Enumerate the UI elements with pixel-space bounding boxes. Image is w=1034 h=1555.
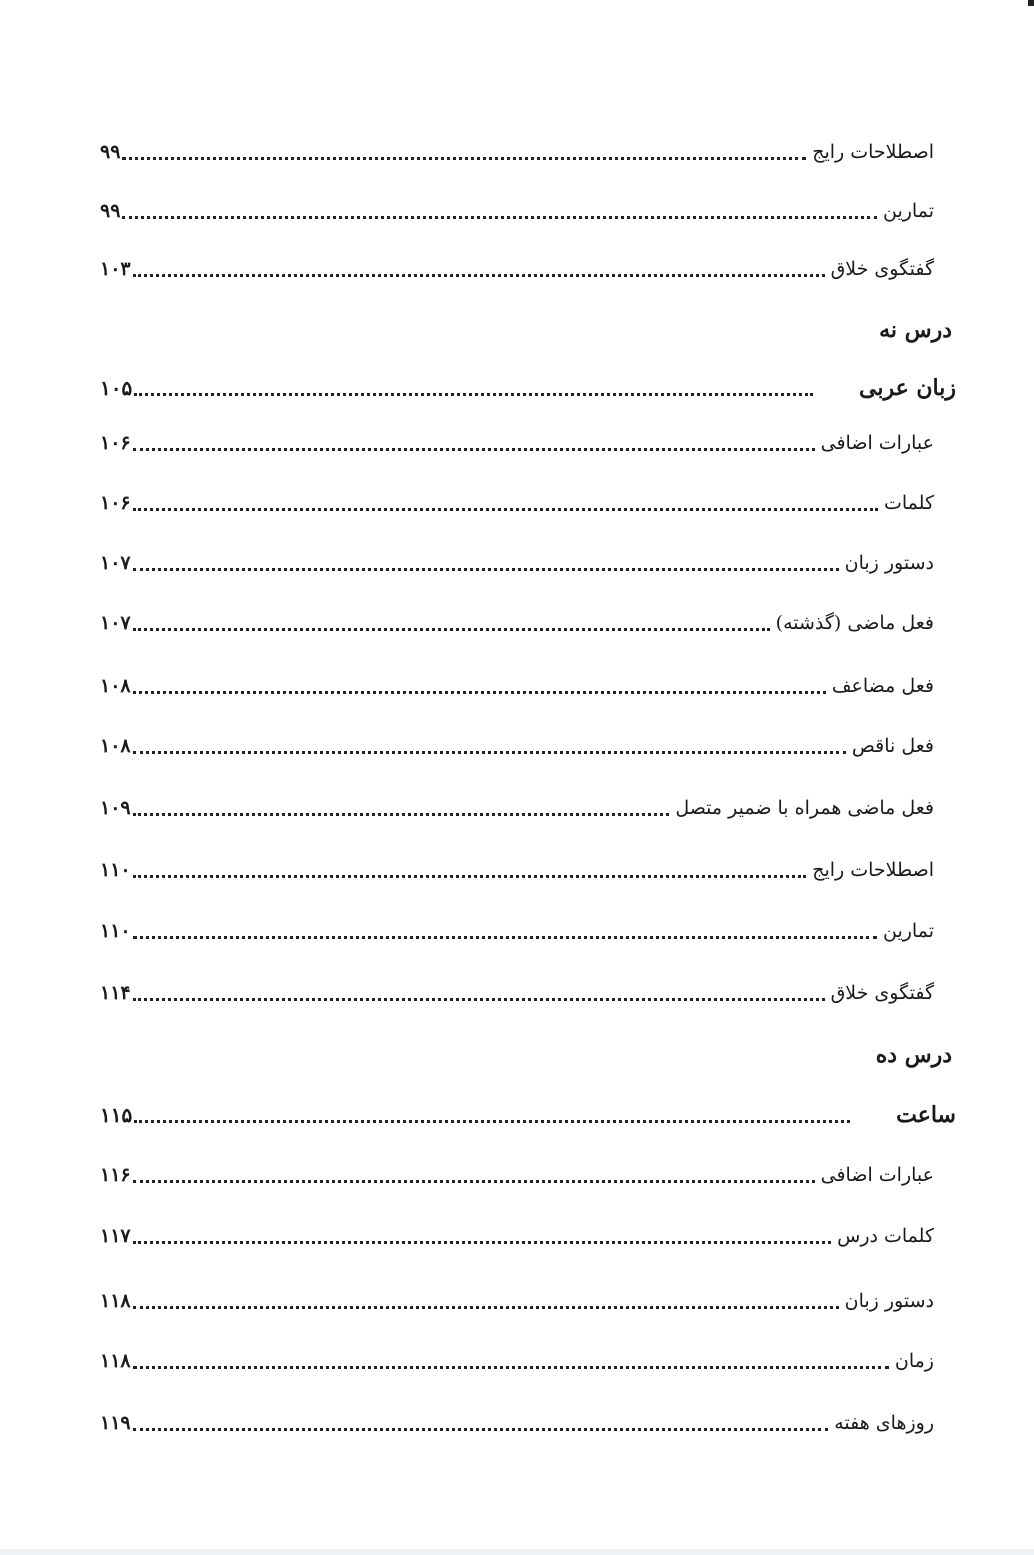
- toc-label: فعل مضاعف: [831, 675, 934, 697]
- toc-section-row: [100, 370, 956, 406]
- dot-leader: [133, 751, 846, 754]
- toc-label: کلمات درس: [837, 1225, 934, 1247]
- toc-row: [100, 251, 934, 287]
- toc-row: [100, 485, 934, 521]
- toc-row: [100, 1218, 934, 1254]
- dot-leader: [133, 1366, 889, 1369]
- toc-label: روزهای هفته: [834, 1412, 934, 1434]
- toc-label: گفتگوی خلاق: [830, 982, 934, 1004]
- toc-row: [100, 134, 934, 170]
- toc-label: عبارات اضافی: [820, 432, 934, 454]
- toc-page-number: ۱۰۶: [100, 492, 131, 514]
- dot-leader: [122, 216, 877, 219]
- toc-page-number: ۱۰۵: [100, 376, 133, 400]
- dot-leader: [133, 448, 815, 451]
- toc-page-number: ۱۱۷: [100, 1225, 131, 1247]
- toc-row: [100, 425, 934, 461]
- toc-label: ساعت: [896, 1102, 956, 1128]
- toc-row: [100, 605, 934, 641]
- toc-page-number: ۱۱۰: [100, 859, 131, 881]
- toc-label: فعل ماضی (گذشته): [775, 612, 934, 634]
- toc-page-number: ۱۱۵: [100, 1103, 133, 1127]
- toc-page-number: ۱۱۸: [100, 1290, 131, 1312]
- toc-label: عبارات اضافی: [820, 1164, 934, 1186]
- toc-page-number: ۱۰۷: [100, 552, 131, 574]
- toc-row: [100, 913, 934, 949]
- toc-page-number: ۱۰۹: [100, 797, 131, 819]
- toc-row: [100, 1157, 934, 1193]
- toc-page-number: ۱۰۳: [100, 258, 131, 280]
- toc-row: [100, 790, 934, 826]
- dot-leader: [133, 568, 839, 571]
- toc-page-number: ۱۱۶: [100, 1164, 131, 1186]
- toc-label: دستور زبان: [844, 1290, 934, 1312]
- toc-row: [100, 1405, 934, 1441]
- toc-label: کلمات: [884, 492, 934, 514]
- toc-label: زبان عربی: [859, 375, 956, 401]
- toc-label: فعل ماضی همراه با ضمیر متصل: [675, 797, 934, 819]
- toc-row: [100, 728, 934, 764]
- toc-page-number: ۱۰۶: [100, 432, 131, 454]
- dot-leader: [133, 1241, 832, 1244]
- dot-leader: [133, 936, 877, 939]
- dot-leader: [133, 628, 770, 631]
- toc-section-row: [100, 1097, 956, 1133]
- toc-label: تمارین: [883, 920, 934, 942]
- toc-label: فعل ناقص: [851, 735, 934, 757]
- toc-row: [100, 1343, 934, 1379]
- dot-leader: [122, 157, 806, 160]
- toc-row: [100, 668, 934, 704]
- dot-leader: [133, 274, 825, 277]
- toc-page-number: ۱۰۷: [100, 612, 131, 634]
- dot-leader: [133, 875, 807, 878]
- toc-row: [100, 193, 934, 229]
- toc-page-number: ۹۹: [100, 141, 121, 163]
- toc-label: تمارین: [883, 200, 934, 222]
- dot-leader: [133, 1428, 829, 1431]
- lesson-heading: درس ده: [875, 1042, 952, 1068]
- toc-page-number: ۱۱۴: [100, 982, 131, 1004]
- dot-leader: [133, 1306, 839, 1309]
- toc-page-number: ۹۹: [100, 200, 121, 222]
- toc-page-number: ۱۰۸: [100, 675, 131, 697]
- toc-label: اصطلاحات رایج: [812, 141, 934, 163]
- toc-page-number: ۱۱۰: [100, 920, 131, 942]
- dot-leader: [133, 508, 878, 511]
- dot-leader: [133, 1180, 815, 1183]
- toc-page-number: ۱۱۸: [100, 1350, 131, 1372]
- dot-leader: [134, 393, 813, 396]
- toc-label: گفتگوی خلاق: [830, 258, 934, 280]
- toc-row: [100, 1283, 934, 1319]
- toc-label: دستور زبان: [844, 552, 934, 574]
- toc-row: [100, 545, 934, 581]
- toc-row: [100, 852, 934, 888]
- toc-page-number: ۱۱۹: [100, 1412, 131, 1434]
- dot-leader: [134, 1120, 850, 1123]
- toc-label: زمان: [894, 1350, 934, 1372]
- toc-row: [100, 975, 934, 1011]
- dot-leader: [133, 813, 670, 816]
- lesson-heading: درس نه: [879, 317, 952, 343]
- toc-page-number: ۱۰۸: [100, 735, 131, 757]
- dot-leader: [133, 998, 825, 1001]
- page-bottom-edge: [0, 1549, 1034, 1555]
- dot-leader: [133, 691, 826, 694]
- toc-label: اصطلاحات رایج: [812, 859, 934, 881]
